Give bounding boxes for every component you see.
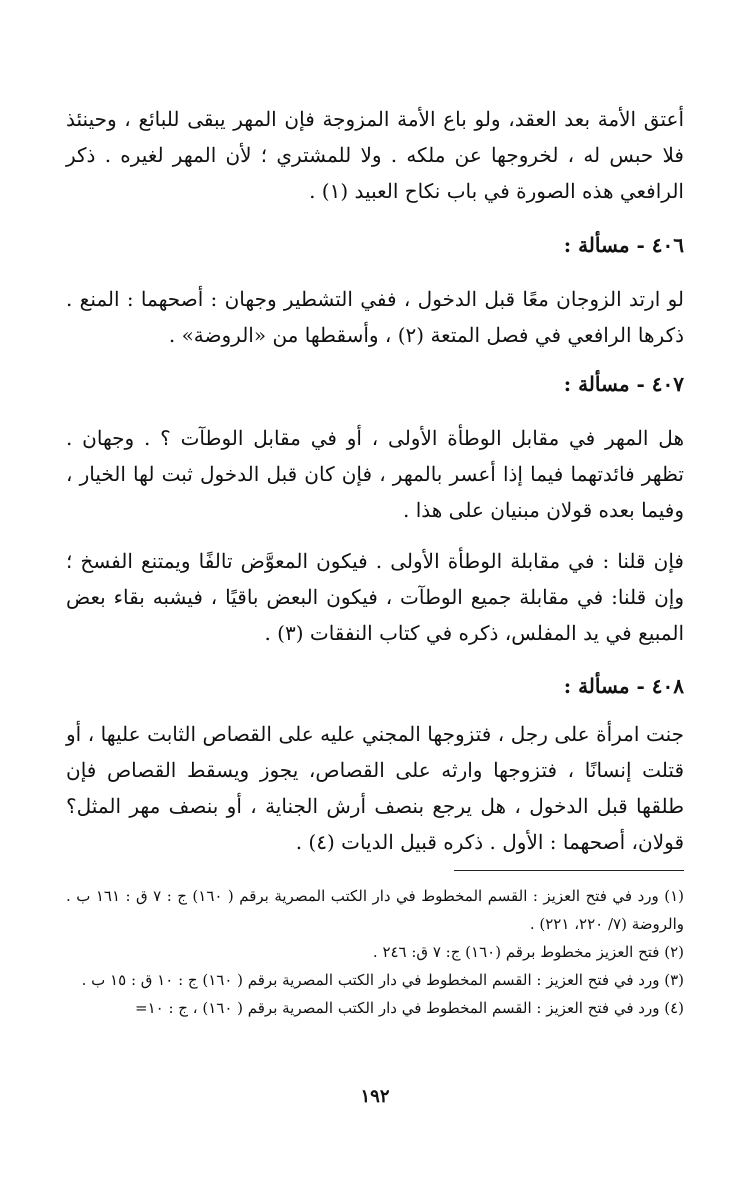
paragraph-3-text: هل المهر في مقابل الوطأة الأولى ، أو في مقابل الوطآت ؟ . وجهان . تظهر فائدتهما فيما إذا أعسر بالمهر ، فإن كان قبل الدخول ثبت لها الخيار ، وفيما بعده قولان مبنيان على هذا . — [66, 426, 684, 522]
heading-408: ٤٠٨ - مسألة : — [563, 674, 684, 698]
footnote-separator — [454, 870, 684, 871]
footnote-2: (٢) فتح العزيز مخطوط برقم (١٦٠) ج: ٧ ق: ٢٤٦ . — [372, 943, 684, 961]
paragraph-2 — [66, 281, 684, 353]
paragraph-2-text: لو ارتد الزوجان معًا قبل الدخول ، ففي التشطير وجهان : أصحهما : المنع . ذكرها الرافعي في فصل المتعة (٢) ، وأسقطها من «الروضة» . — [66, 287, 684, 347]
footnotes — [66, 882, 684, 1022]
page-number: ١٩٢ — [360, 1086, 390, 1107]
heading-406: ٤٠٦ - مسألة : — [563, 233, 684, 257]
paragraph-4 — [66, 543, 684, 651]
paragraph-1-text: أعتق الأمة بعد العقد، ولو باع الأمة المزوجة فإن المهر يبقى للبائع ، وحينئذ فلا حبس له ، لخروجها عن ملكه . ولا للمشتري ؛ لأن المهر لغيره . ذكر الرافعي هذه الصورة في باب نكاح العبيد (١) . — [66, 107, 684, 203]
paragraph-4-text: فإن قلنا : في مقابلة الوطأة الأولى . فيكون المعوَّض تالفًا ويمتنع الفسخ ؛ وإن قلنا: في مقابلة جميع الوطآت ، فيكون البعض باقيًا ، فيشبه بقاء بعض المبيع في يد المفلس، ذكره في كتاب النفقات (٣) . — [66, 549, 684, 645]
footnote-1: (١) ورد في فتح العزيز : القسم المخطوط في دار الكتب المصرية برقم ( ١٦٠) ج : ٧ ق : ١٦١ ب . والروضة (٧/ ٢٢٠، ٢٢١) . — [66, 887, 684, 933]
paragraph-1 — [66, 101, 684, 209]
footnote-4: (٤) ورد في فتح العزيز : القسم المخطوط في دار الكتب المصرية برقم ( ١٦٠) ، ج : ١٠= — [134, 999, 684, 1017]
footnote-3: (٣) ورد في فتح العزيز : القسم المخطوط في دار الكتب المصرية برقم ( ١٦٠) ج : ١٠ ق : ١٥ ب . — [81, 971, 684, 989]
paragraph-3 — [66, 420, 684, 528]
paragraph-5-text: جنت امرأة على رجل ، فتزوجها المجني عليه على القصاص الثابت عليها ، أو قتلت إنسانًا ، فتزوجها وارثه على القصاص، يجوز ويسقط القصاص فإن طلقها قبل الدخول ، هل يرجع بنصف أرش الجناية ، أو بنصف مهر المثل؟ قولان، أصحهما : الأول . ذكره قبيل الديات (٤) . — [66, 722, 684, 854]
paragraph-5 — [66, 716, 684, 860]
heading-407: ٤٠٧ - مسألة : — [563, 372, 684, 396]
